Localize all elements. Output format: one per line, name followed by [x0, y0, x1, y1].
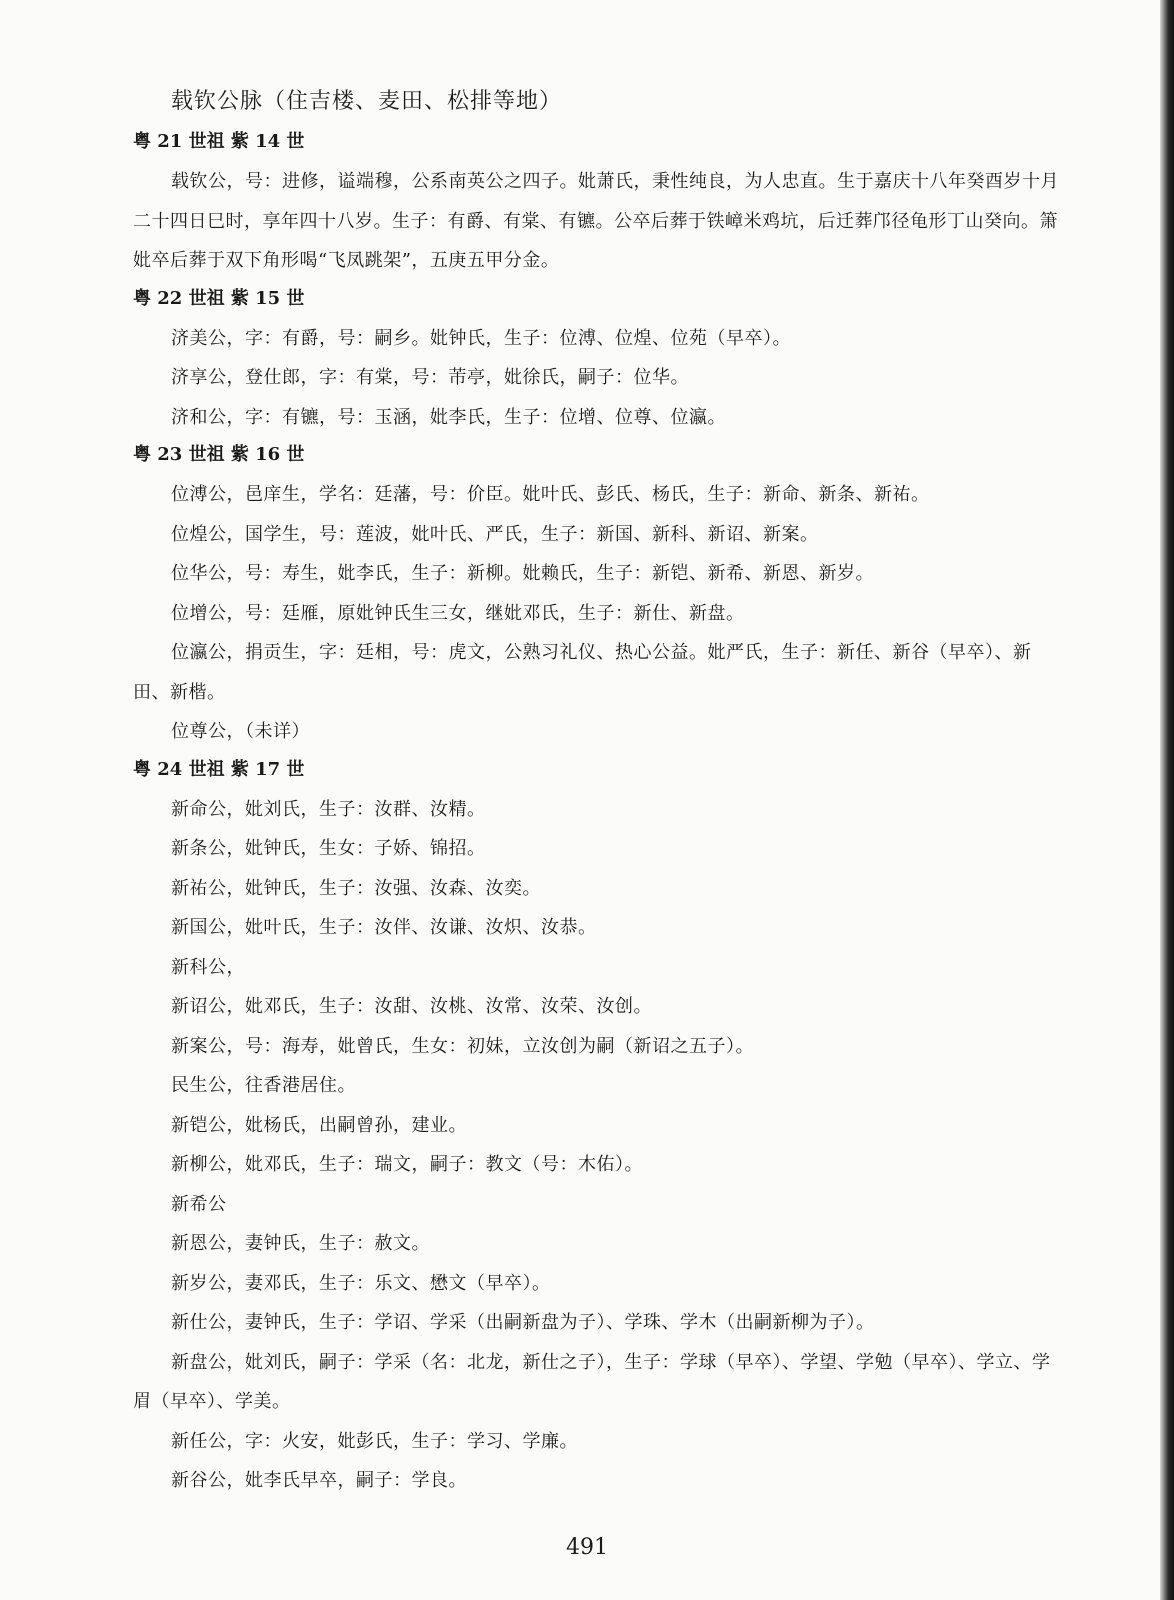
ancestor-entry: 载钦公，号：进修，谥端穆，公系南英公之四子。妣萧氏，秉性纯良，为人忠直。生于嘉庆十八年癸酉岁十月二十四日巳时，享年四十八岁。生子：有爵、有棠、有镳。公卒后葬于铁嶂米鸡坑，后迁葬邝径龟形丁山癸向。箫妣卒后葬于双下角形喝“飞凤跳架”，五庚五甲分金。	[133, 171, 1059, 271]
page-number: 491	[566, 1535, 608, 1560]
page-content	[133, 84, 1063, 1501]
ancestor-entry: 新柳公，妣邓氏，生子：瑞文，嗣子：教文（号：木佑）。	[171, 1154, 643, 1175]
ancestor-entry: 新谷公，妣李氏早卒，嗣子：学良。	[171, 1470, 467, 1491]
lineage-heading: 载钦公脉（住吉楼、麦田、松排等地）	[171, 89, 563, 114]
ancestor-entry: 位华公，号：寿生，妣李氏，生子：新柳。妣赖氏，生子：新铠、新希、新恩、新岁。	[171, 563, 874, 584]
ancestor-entry: 新国公，妣叶氏，生子：汝伴、汝谦、汝炽、汝恭。	[171, 917, 597, 938]
generation-heading: 粤 22 世祖 紫 15 世	[133, 287, 305, 309]
ancestor-entry: 位尊公，（未详）	[171, 721, 310, 742]
generation-heading: 粤 21 世祖 紫 14 世	[133, 131, 305, 152]
ancestor-entry: 新科公，	[171, 956, 245, 978]
genealogy-sections	[133, 126, 1063, 1501]
ancestor-entry: 新案公，号：海寿，妣曾氏，生女：初妹，立汝创为嗣（新诏之五子）。	[171, 1035, 754, 1057]
generation-heading: 粤 23 世祖 紫 16 世	[133, 444, 305, 465]
ancestor-entry: 济和公，字：有镳，号：玉涵，妣李氏，生子：位增、位尊、位瀛。	[171, 406, 726, 428]
ancestor-entry: 新盘公，妣刘氏，嗣子：学采（名：北龙，新仕之子），生子：学球（早卒）、学望、学勉（早卒）、学立、学眉（早卒）、学美。	[133, 1351, 1051, 1412]
ancestor-entry: 新岁公，妻邓氏，生子：乐文、懋文（早卒）。	[171, 1272, 551, 1294]
ancestor-entry: 新任公，字：火安，妣彭氏，生子：学习、学廉。	[171, 1430, 578, 1452]
ancestor-entry: 新希公	[171, 1193, 227, 1215]
scan-edge-shadow	[1160, 0, 1174, 1600]
ancestor-entry: 新仕公，妻钟氏，生子：学诏、学采（出嗣新盘为子）、学珠、学木（出嗣新柳为子）。	[171, 1312, 875, 1333]
ancestor-entry: 位煌公，国学生，号：莲波，妣叶氏、严氏，生子：新国、新科、新诏、新案。	[171, 523, 819, 545]
ancestor-entry: 济享公，登仕郎，字：有棠，号：芾亭，妣徐氏，嗣子：位华。	[171, 367, 689, 388]
ancestor-entry: 新命公，妣刘氏，生子：汝群、汝精。	[171, 798, 486, 820]
ancestor-entry: 位增公，号：廷雁，原妣钟氏生三女，继妣邓氏，生子：新仕、新盘。	[171, 602, 745, 624]
ancestor-entry: 新祐公，妣钟氏，生子：汝强、汝森、汝奕。	[171, 877, 541, 899]
ancestor-entry: 新铠公，妣杨氏，出嗣曾孙，建业。	[171, 1114, 467, 1136]
ancestor-entry: 位溥公，邑庠生，学名：廷藩，号：价臣。妣叶氏、彭氏、杨氏，生子：新命、新条、新祐。	[171, 484, 930, 505]
ancestor-entry: 新恩公，妻钟氏，生子：赦文。	[171, 1233, 430, 1254]
ancestor-entry: 民生公，往香港居住。	[171, 1075, 356, 1096]
ancestor-entry: 济美公，字：有爵，号：嗣乡。妣钟氏，生子：位溥、位煌、位苑（早卒）。	[171, 327, 791, 349]
ancestor-entry: 新诏公，妣邓氏，生子：汝甜、汝桃、汝常、汝荣、汝创。	[171, 996, 652, 1017]
generation-heading: 粤 24 世祖 紫 17 世	[133, 758, 305, 780]
ancestor-entry: 新条公，妣钟氏，生女：子娇、锦招。	[171, 838, 486, 859]
ancestor-entry: 位瀛公，捐贡生，字：廷相，号：虎文，公熟习礼仪、热心公益。妣严氏，生子：新任、新谷（早卒）、新田、新楷。	[133, 642, 1032, 703]
